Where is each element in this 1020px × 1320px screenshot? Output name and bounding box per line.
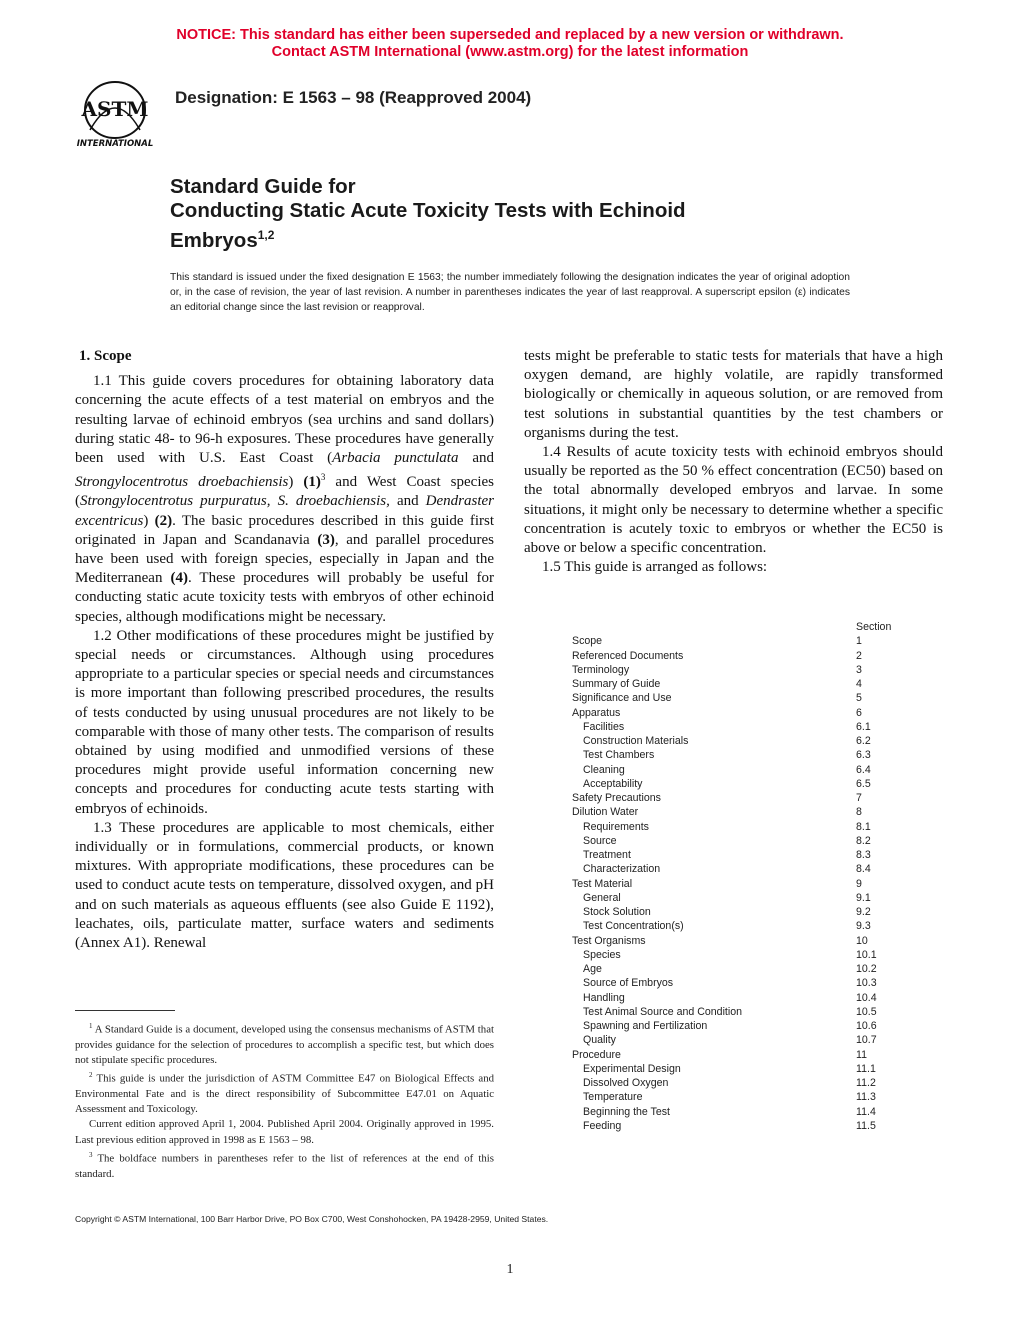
toc-number: 8.3 [856, 849, 871, 861]
toc-number: 6.4 [856, 763, 871, 776]
toc-label: Referenced Documents [572, 649, 684, 662]
title-line-2: Conducting Static Acute Toxicity Tests with Echinoid [170, 199, 686, 222]
designation: Designation: E 1563 – 98 (Reapproved 2004) [175, 88, 532, 107]
toc-number: 8 [856, 806, 862, 819]
toc-label: Requirements [583, 820, 649, 833]
toc-row [572, 1062, 902, 1076]
toc-row [572, 1119, 902, 1133]
toc-number: 11.5 [856, 1119, 876, 1132]
toc-label: Construction Materials [583, 735, 689, 747]
toc-label: Age [583, 963, 602, 975]
toc-row [572, 720, 902, 734]
toc-label: Dissolved Oxygen [583, 1077, 669, 1089]
notice-line-2: Contact ASTM International (www.astm.org) for the latest information [271, 44, 749, 60]
paragraph-1-3: 1.3 These procedures are applicable to most chemicals, either individually or in formulations, commercial products, or known mixtures. With appropriate modifications, these procedures can be used to conduct acute tests on temperature, dissolved oxygen, and pH and on such materials as aqueous effluents (see also Guide E 1192), leachates, oils, particulate matter, surface waters and sediments (Annex A1). Renewal [75, 819, 494, 952]
toc-row [572, 763, 902, 777]
paragraph-1-4: 1.4 Results of acute toxicity tests with echinoid embryos should usually be reported as the 50 % effect concentration (EC50) based on the total abnormally developed embryos and larvae. In some situations, it might only be necessary to determine whether a specific concentration is acutely toxic to embryos or whether the EC50 is above or below a specific concentration. [524, 444, 943, 557]
toc-label: Feeding [583, 1119, 622, 1132]
toc-row [572, 1076, 902, 1090]
paragraph-1-2: 1.2 Other modifications of these procedures might be justified by special needs or circumstances. Although using procedures appropriate to a particular species or special needs and circumstances is more important than following prescribed procedures, the results of tests conducted by using unusual procedures are not likely to be comparable with those of many other tests. The comparison of results obtained by using modified and unmodified versions of these procedures might provide useful information concerning new concepts and procedures for conducting acute tests starting with embryos of echinoids. [75, 627, 494, 817]
toc-row [572, 1005, 902, 1019]
left-column [75, 347, 494, 953]
toc-label: Apparatus [572, 706, 621, 719]
toc-label: Test Animal Source and Condition [583, 1005, 742, 1018]
toc-number: 9 [856, 877, 862, 890]
toc-number: 9.3 [856, 920, 871, 933]
toc-row [572, 948, 902, 962]
toc-number: 4 [856, 678, 862, 690]
toc-row [572, 905, 902, 919]
toc-number: 8.1 [856, 820, 871, 833]
toc-number: 10.7 [856, 1034, 877, 1047]
toc-number: 11.1 [856, 1062, 876, 1075]
toc-label: Dilution Water [572, 806, 639, 819]
toc-label: Source of Embryos [583, 977, 674, 990]
toc-number: 10.6 [856, 1020, 877, 1032]
paragraph-1-1: 1.1 This guide covers procedures for obtaining laboratory data concerning the acute effects of a test material on embryos and the resulting larvae of echinoid embryos (sea urchins and sand dollars) during static 48- to 96-h exposures. These procedures have generally been used with U.S. East Coast (Arbacia punctulata and Strongylocentrotus droebachiensis) $(1)^3$ and West Coast species (Strongylocentrotus purpuratus, S. droebachiensis, and Dendraster excentricus) (2). The basic procedures described in this guide first originated in Japan and Scandanavia (3), and parallel procedures have been used with foreign species, especially in Japan and the Mediterranean (4). These procedures will probably be useful for conducting static acute toxicity tests with embryos of other echinoid species, although modifications might be necessary. [75, 373, 494, 625]
notice-line-1: NOTICE: This standard has either been superseded and replaced by a new version or withdrawn. [176, 27, 844, 43]
toc-label: Characterization [583, 863, 661, 876]
toc-label: Scope [572, 635, 603, 648]
footnote-2b: Current edition approved April 1, 2004. Published April 2004. Originally approved in 1995. Last previous edition approved in 1998 as E 1563 – 98. [75, 1118, 494, 1146]
paragraph-1-5: 1.5 This guide is arranged as follows: [542, 559, 768, 576]
footnote-2: $^2$ This guide is under the jurisdiction of ASTM Committee E47 on Biological Effects and Environmental Fate and is the direct responsibility of Subcommittee E47.01 on Aquatic Assessment and Toxicology. [75, 1071, 494, 1116]
intro-paragraph: This standard is issued under the fixed designation E 1563; the number immediately following the designation indicates the year of original adoption or, in the case of revision, the year of last revision. A number in parentheses indicates the year of last reapproval. A superscript epsilon (ε) indicates an editorial change since the last revision or reapproval. [170, 272, 850, 313]
toc-row [572, 1019, 902, 1033]
toc-row [572, 862, 902, 876]
toc-number: 10 [856, 934, 868, 947]
footnote-3: $^3$ The boldface numbers in parentheses refer to the list of references at the end of this standard. [75, 1150, 494, 1180]
toc-number: 6.2 [856, 735, 871, 747]
toc-label: Stock Solution [583, 906, 651, 918]
toc-row [572, 634, 902, 648]
toc-number: 6.5 [856, 777, 871, 790]
toc-number: 2 [856, 649, 862, 662]
section-table [572, 620, 902, 1133]
toc-row [572, 1090, 902, 1104]
toc-number: 10.5 [856, 1005, 877, 1018]
toc-number: 11.4 [856, 1105, 876, 1118]
toc-row [572, 1105, 902, 1119]
astm-logo-subtitle: INTERNATIONAL [76, 139, 154, 149]
toc-label: Handling [583, 991, 625, 1004]
toc-number: 7 [856, 792, 862, 804]
toc-number: 8.2 [856, 834, 871, 847]
toc-number: 10.1 [856, 948, 877, 961]
title-line-1: Standard Guide for [170, 175, 356, 198]
toc-row [572, 649, 902, 663]
title-line-3: Embryos [170, 228, 258, 252]
toc-label: General [583, 891, 621, 904]
toc-number: 11 [856, 1048, 867, 1061]
toc-row [572, 677, 902, 691]
document-title [170, 175, 686, 253]
toc-header: Section [856, 621, 892, 633]
toc-label: Test Material [572, 877, 633, 890]
toc-label: Test Chambers [583, 749, 655, 762]
toc-label: Terminology [572, 663, 630, 676]
toc-row [572, 891, 902, 905]
toc-number: 6.3 [856, 749, 871, 762]
toc-row [572, 1048, 902, 1062]
toc-row [572, 777, 902, 791]
title-superscript: 1,2 [257, 228, 275, 242]
toc-row [572, 748, 902, 762]
toc-label: Test Organisms [572, 934, 646, 947]
toc-row [572, 976, 902, 990]
toc-number: 6.1 [856, 720, 871, 733]
toc-row [572, 820, 902, 834]
toc-row [572, 663, 902, 677]
toc-row [572, 734, 902, 748]
toc-label: Facilities [583, 720, 625, 733]
right-column [524, 347, 943, 577]
toc-label: Procedure [572, 1048, 621, 1061]
toc-label: Temperature [583, 1091, 643, 1104]
toc-row [572, 706, 902, 720]
toc-number: 11.3 [856, 1091, 876, 1104]
toc-number: 9.2 [856, 906, 871, 918]
toc-row [572, 834, 902, 848]
footnote-1: $^1$ A Standard Guide is a document, developed using the consensus mechanisms of ASTM that provides guidance for the selection of procedures to accomplish a specific test, but which does not stipulate specific procedures. [75, 1022, 494, 1066]
toc-number: 10.4 [856, 991, 877, 1004]
toc-label: Spawning and Fertilization [583, 1020, 708, 1032]
toc-row [572, 991, 902, 1005]
toc-number: 10.3 [856, 977, 877, 990]
toc-label: Significance and Use [572, 692, 672, 705]
toc-row [572, 848, 902, 862]
toc-row [572, 962, 902, 976]
copyright: Copyright © ASTM International, 100 Barr Harbor Drive, PO Box C700, West Conshohocken, PA 19428-2959, United States. [75, 1214, 549, 1224]
toc-row [572, 877, 902, 891]
toc-row [572, 691, 902, 705]
toc-row [572, 919, 902, 933]
toc-label: Source [583, 834, 617, 847]
toc-row [572, 1033, 902, 1047]
toc-number: 1 [856, 635, 862, 648]
toc-number: 9.1 [856, 891, 871, 904]
toc-label: Treatment [583, 849, 631, 861]
astm-logo [68, 78, 162, 150]
toc-number: 11.2 [856, 1077, 876, 1089]
paragraph-1-3-continued: tests might be preferable to static tests for materials that have a high oxygen demand, are highly volatile, are rapidly transformed biologically or chemically in aqueous solution, or are removed from test solutions in substantial quantities by the test chambers or organisms during the test. [524, 348, 943, 441]
page-number: 1 [506, 1262, 514, 1277]
section-heading: 1. Scope [79, 348, 132, 364]
toc-label: Cleaning [583, 763, 625, 776]
toc-label: Test Concentration(s) [583, 920, 684, 933]
toc-number: 6 [856, 706, 862, 719]
footnotes [75, 1019, 494, 1182]
toc-label: Summary of Guide [572, 678, 661, 690]
toc-number: 8.4 [856, 863, 871, 876]
astm-logo-letters: ASTM [81, 97, 149, 121]
toc-label: Acceptability [583, 777, 643, 790]
footnote-rule [75, 1010, 175, 1011]
toc-number: 10.2 [856, 963, 877, 975]
toc-label: Beginning the Test [583, 1105, 670, 1118]
toc-label: Experimental Design [583, 1062, 681, 1075]
toc-label: Safety Precautions [572, 792, 661, 804]
toc-number: 5 [856, 692, 862, 705]
toc-row [572, 805, 902, 819]
toc-label: Species [583, 948, 621, 961]
toc-row [572, 791, 902, 805]
toc-number: 3 [856, 663, 862, 676]
toc-label: Quality [583, 1034, 616, 1047]
toc-row [572, 934, 902, 948]
